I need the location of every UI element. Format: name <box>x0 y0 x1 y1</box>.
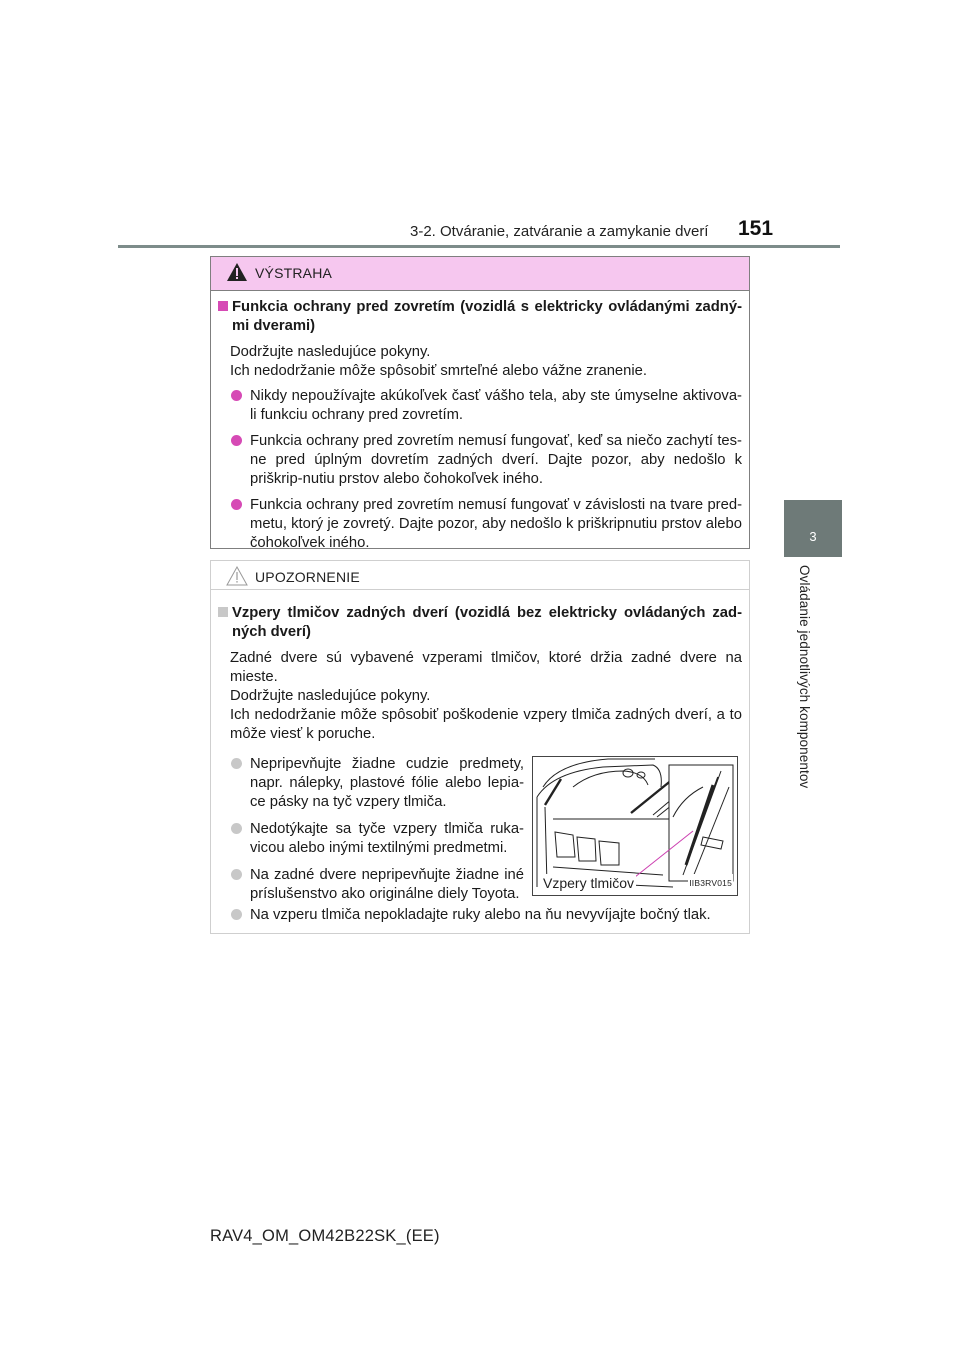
caution-para-1: Zadné dvere sú vybavené vzperami tlmičov, ktoré držia zadné dvere na mieste. <box>230 650 742 685</box>
document-code: RAV4_OM_OM42B22SK_(EE) <box>210 1227 440 1245</box>
warning-intro-1: Dodržujte nasledujúce pokyny. <box>230 344 431 360</box>
warning-title: VÝSTRAHA <box>255 265 333 281</box>
bullet-dot-icon <box>231 909 242 920</box>
warning-bullet: Nikdy nepoužívajte akúkoľvek časť vášho tela, aby ste úmyselne aktivova-li funkciu ochrany pred zovretím. <box>218 387 742 425</box>
bullet-dot-icon <box>231 758 242 769</box>
caution-title-bar <box>211 561 749 590</box>
damper-stays-figure <box>532 756 738 896</box>
caution-para-3: Ich nedodržanie môže spôsobiť poškodenie vzpery tlmiča zadných dverí, a to môže viesť k poruche. <box>230 707 742 742</box>
caution-bullet: Nedotýkajte sa tyče vzpery tlmiča ruka-vicou alebo inými textilnými predmetmi. <box>218 820 524 858</box>
warning-heading: Funkcia ochrany pred zovretím (vozidlá s elektricky ovládanými zadný-mi dverami) <box>218 298 742 336</box>
warning-bullet: Funkcia ochrany pred zovretím nemusí fungovať v závislosti na tvare pred-metu, ktorý je zovretý. Dajte pozor, aby nedošlo k priškripnutiu prstov alebo čohokoľvek iného. <box>218 496 742 553</box>
warning-title-bar <box>211 257 749 291</box>
square-bullet-icon <box>218 607 228 617</box>
section-title: 3-2. Otváranie, zatváranie a zamykanie dverí <box>410 223 709 240</box>
caution-bullets-with-figure <box>218 744 742 1084</box>
bullet-dot-icon <box>231 390 242 401</box>
page-number: 151 <box>738 217 774 240</box>
warning-triangle-icon <box>226 262 248 282</box>
warning-box <box>210 256 750 549</box>
figure-callout-label: Vzpery tlmičov <box>543 875 635 891</box>
caution-bullet: Na vzperu tlmiča nepokladajte ruky alebo na ňu nevyvíjajte bočný tlak. <box>218 906 774 925</box>
bullet-dot-icon <box>231 869 242 880</box>
bullet-dot-icon <box>231 435 242 446</box>
warning-intro-2: Ich nedodržanie môže spôsobiť smrteľné alebo vážne zranenie. <box>230 363 648 379</box>
square-bullet-icon <box>218 301 228 311</box>
caution-para-2: Dodržujte nasledujúce pokyny. <box>230 688 431 704</box>
caution-bullet: Na zadné dvere nepripevňujte žiadne iné príslušenstvo ako originálne diely Toyota. <box>218 866 524 904</box>
caution-heading: Vzpery tlmičov zadných dverí (vozidlá bez elektricky ovládaných zad-ných dverí) <box>218 604 742 642</box>
figure-code: IIB3RV015 <box>688 874 733 893</box>
bullet-dot-icon <box>231 823 242 834</box>
header-divider <box>118 245 840 248</box>
warning-bullet: Funkcia ochrany pred zovretím nemusí fungovať, keď sa niečo zachytí tes-ne pred úplným dovretím zadných dverí. Dajte pozor, aby nedošlo k priškrip-nutiu prstov alebo čohokoľvek iného. <box>218 432 742 489</box>
caution-bullet: Nepripevňujte žiadne cudzie predmety, napr. nálepky, plastové fólie alebo lepia-ce pásky na tyč vzpery tlmiča. <box>218 755 524 812</box>
chapter-tab: 3 <box>784 500 842 557</box>
caution-triangle-icon <box>226 566 248 586</box>
caution-title: UPOZORNENIE <box>255 569 360 585</box>
caution-box <box>210 560 750 934</box>
bullet-dot-icon <box>231 499 242 510</box>
chapter-title: Ovládanie jednotlivých komponentov <box>797 565 812 789</box>
